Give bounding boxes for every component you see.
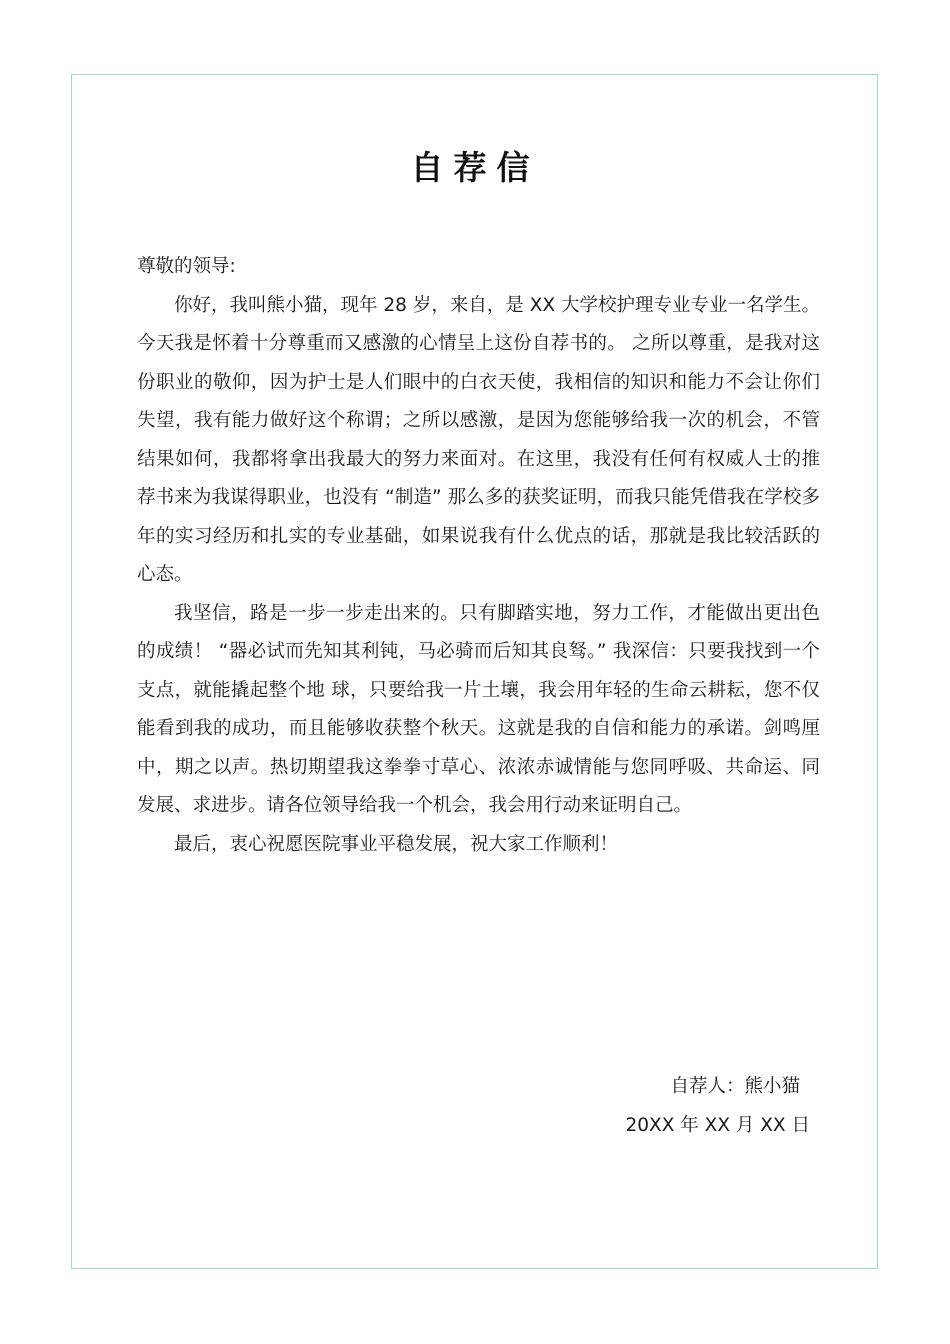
salutation: 尊敬的领导: xyxy=(137,256,236,277)
paragraph-1: 你好，我叫熊小猫，现年 28 岁，来自，是 XX 大学校护理专业专业一名学生。今天我是怀着十分尊重而又感激的心情呈上这份自荐书的。 之所以尊重，是我对这份职业的敬仰，因为护士是人们眼中的白衣天使，我相信的知识和能力不会让你们失望，我有能力做好这个称谓；之所以感激，是因为您能够给我一次的机会，不管结果如何，我都将拿出我最大的努力来面对。在这里，我没有任何有权威人士的推荐书来为我谋得职业，也没有 “制造” 那么多的获奖证明，而我只能凭借我在学校多年的实习经历和扎实的专业基础，如果说我有什么优点的话，那就是我比较活跃的心态。 xyxy=(137,294,820,585)
letter-body xyxy=(137,248,820,864)
paragraph-2: 我坚信，路是一步一步走出来的。只有脚踏实地，努力工作，才能做出更出色的成绩！ “器必试而先知其利钝，马必骑而后知其良驽。” 我深信：只要我找到一个支点，就能撬起整个地 球，只要给我一片土壤，我会用年轻的生命云耕耘，您不仅能看到我的成功，而且能够收获整个秋天。这就是我的自信和能力的承诺。剑鸣厘中，期之以声。热切期望我这拳拳寸草心、浓浓赤诚情能与您同呼吸、共命运、同发展、求进步。请各位领导给我一个机会，我会用行动来证明自己。 xyxy=(137,602,820,816)
signature-block xyxy=(626,1068,811,1145)
document-title: 自荐信 xyxy=(410,148,540,187)
signature-date: 20XX 年 XX 月 XX 日 xyxy=(625,1114,810,1136)
paragraph-3: 最后，衷心祝愿医院事业平稳发展，祝大家工作顺利！ xyxy=(174,833,619,855)
signature-name: 自荐人：熊小猫 xyxy=(670,1076,800,1097)
